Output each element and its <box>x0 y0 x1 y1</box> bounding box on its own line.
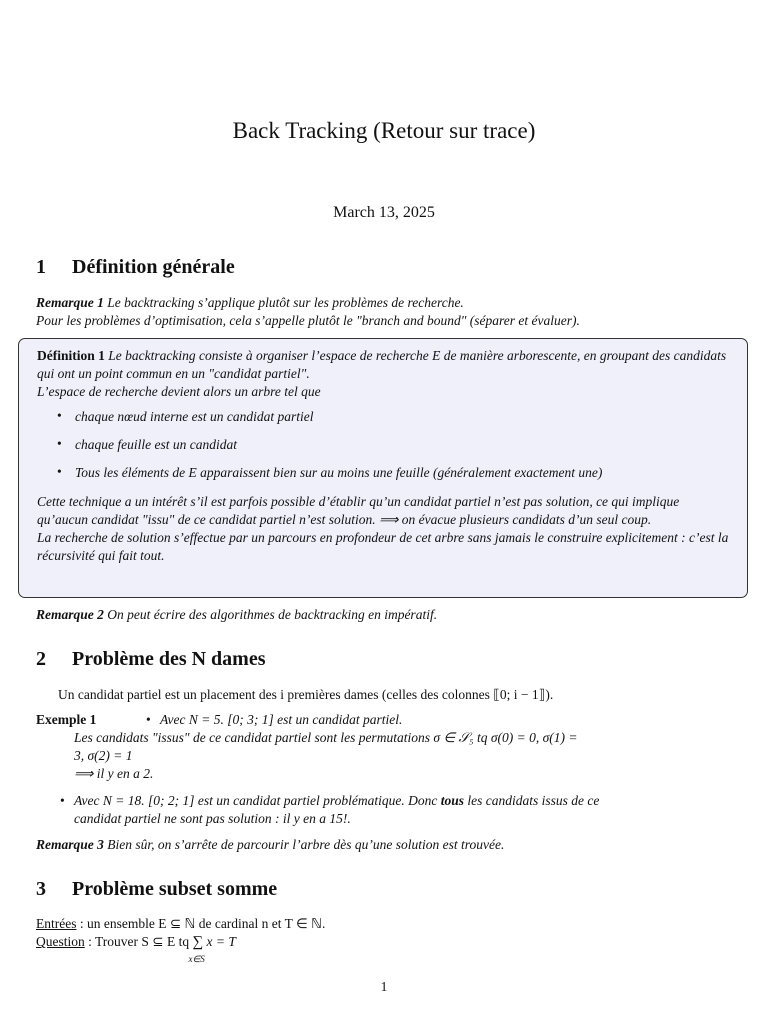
definition-outro: Cette technique a un intérêt s’il est parfois possible d’établir qu’un candidat partiel n’est pas solution, ce qui implique qu’aucun candidat "issu" de ce candidat partiel n’est solution. ⟹ on évacue plusieurs candidats d’un seul coup. <box>37 494 680 527</box>
section-title: Problème subset somme <box>72 878 278 900</box>
exemple-item-1-line-1: • Avec N = 5. [0; 3; 1] est un candidat partiel. <box>146 711 402 729</box>
remarque-3 <box>36 836 732 854</box>
remarque-text: Bien sûr, on s’arrête de parcourir l’arbre dès qu’une solution est trouvée. <box>107 837 505 852</box>
exemple-1 <box>36 711 732 783</box>
sum-symbol: ∑ <box>192 934 204 950</box>
exemple-item-2-text: candidat partiel ne sont pas solution : il y en a 15!. <box>74 811 351 826</box>
section-heading-3 <box>36 878 277 901</box>
definition-list <box>37 409 729 481</box>
subset-entrees <box>36 915 732 933</box>
exemple-item-2 <box>36 792 732 828</box>
section-number: 1 <box>36 256 46 278</box>
entrees-text: : un ensemble E ⊆ ℕ de cardinal n et T ∈ ℕ. <box>76 916 326 931</box>
exemple-label: Exemple 1 <box>36 712 97 727</box>
remarque-label: Remarque 3 <box>36 837 104 852</box>
definition-intro: Le backtracking consiste à organiser l’espace de recherche E de manière arborescente, en groupant des candidats qui ont un point commun en un "candidat partiel". <box>37 348 727 381</box>
exemple-item-2-emphasis: tous <box>440 793 464 808</box>
page-number: 1 <box>380 979 388 994</box>
remarque-text: Pour les problèmes d’optimisation, cela s’appelle plutôt le "branch and bound" (séparer et évaluer). <box>36 313 580 328</box>
remarque-1 <box>36 294 732 330</box>
exemple-item-2-text: les candidats issus de ce <box>463 793 600 808</box>
ndames-intro: Un candidat partiel est un placement des i premières dames (celles des colonnes ⟦0; i − 1⟧). <box>58 687 554 702</box>
definition-box <box>18 338 748 598</box>
section-number: 2 <box>36 648 46 670</box>
question-text: : Trouver S ⊆ E tq <box>84 934 193 949</box>
list-item: • Tous les éléments de E apparaissent bien sur au moins une feuille (généralement exactement une) <box>57 465 729 481</box>
remarque-text: Le backtracking s’applique plutôt sur les problèmes de recherche. <box>107 295 464 310</box>
document-title: Back Tracking (Retour sur trace) <box>232 118 536 143</box>
exemple-item-1-line-4: ⟹ il y en a 2. <box>74 766 154 781</box>
document-date: March 13, 2025 <box>333 204 435 221</box>
question-label: Question <box>36 934 85 949</box>
exemple-item-1-line-2: Les candidats "issus" de ce candidat partiel sont les permutations σ ∈ 𝒮₅ tq σ(0) = 0, σ(1) = <box>74 730 578 745</box>
list-item: • chaque feuille est un candidat <box>57 437 729 453</box>
list-item: • chaque nœud interne est un candidat partiel <box>57 409 729 425</box>
exemple-item-1-line-3: 3, σ(2) = 1 <box>74 748 133 763</box>
section-number: 3 <box>36 878 46 900</box>
entrees-label: Entrées <box>36 916 77 931</box>
remarque-text: On peut écrire des algorithmes de backtracking en impératif. <box>107 607 438 622</box>
subset-question <box>36 933 732 964</box>
sum-operator <box>188 933 205 964</box>
definition-label: Définition 1 <box>37 348 105 363</box>
section-title: Problème des N dames <box>72 648 266 670</box>
remarque-label: Remarque 1 <box>36 295 104 310</box>
section-title: Définition générale <box>72 256 235 278</box>
section-heading-1 <box>36 256 235 279</box>
section-heading-2 <box>36 648 266 671</box>
sum-subscript: x∈S <box>188 954 205 964</box>
remarque-label: Remarque 2 <box>36 607 104 622</box>
sum-expression: x = T <box>203 934 236 949</box>
definition-outro-2: La recherche de solution s’effectue par un parcours en profondeur de cet arbre sans jamais le construire explicitement : c’est la récursivité qui fait tout. <box>37 530 729 563</box>
definition-intro-2: L’espace de recherche devient alors un arbre tel que <box>37 384 321 399</box>
remarque-2 <box>36 606 732 624</box>
exemple-item-2-text: Avec N = 18. [0; 2; 1] est un candidat partiel problématique. Donc <box>74 793 441 808</box>
